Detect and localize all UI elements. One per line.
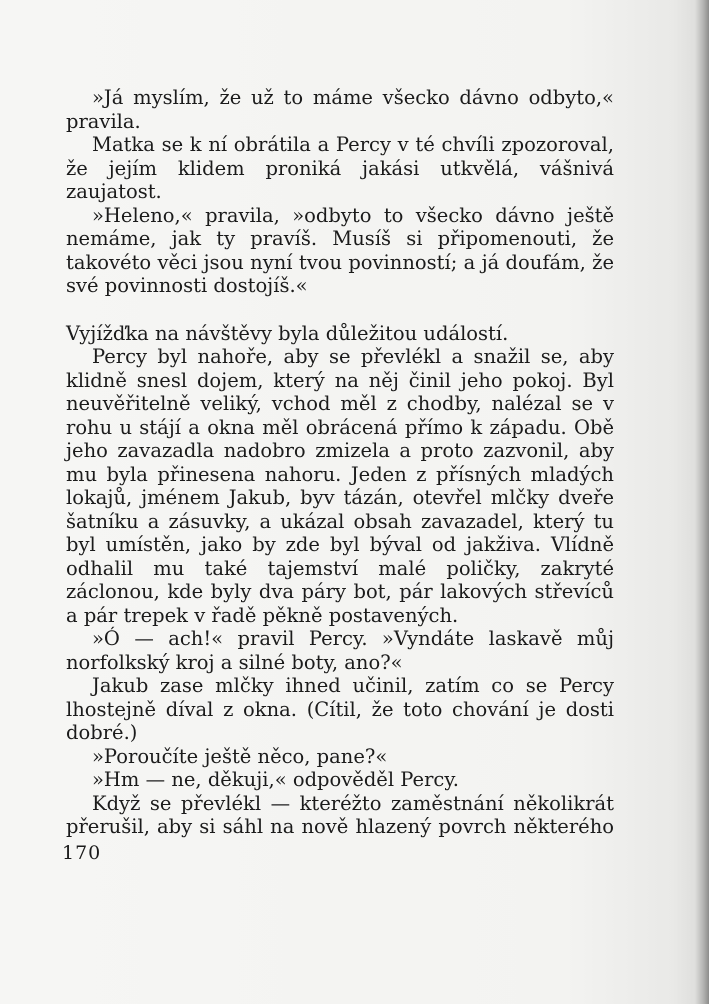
- paragraph: Matka se k ní obrátila a Percy v té chvíli zpozoroval, že jejím klidem proniká jakási utkvělá, vášnivá zaujatost.: [66, 133, 614, 203]
- paragraph: »Ó — ach!« pravil Percy. »Vyndáte laskavě můj norfolkský kroj a silné boty, ano?«: [66, 627, 614, 674]
- paragraph: Vyjížďka na návštěvy byla důležitou událostí.: [66, 321, 509, 345]
- paragraph: »Já myslím, že už to máme všecko dávno odbyto,« pravila.: [66, 86, 614, 133]
- paragraph: Percy byl nahoře, aby se převlékl a snažil se, aby klidně snesl dojem, který na něj činil jeho pokoj. Byl neuvěřitelně veliký, vchod měl z chodby, nalézal se v rohu u stájí a okna měl obrácená přímo k západu. Obě jeho zavazadla nadobro zmizela a proto zazvonil, aby mu byla přinesena nahoru. Jeden z přísných mladých lokajů, jménem Jakub, byv tázán, otevřel mlčky dveře šatníku a zásuvky, a ukázal obsah zavazadel, který tu byl umístěn, jako by zde byl býval od jakživa. Vlídně odhalil mu také tajemství malé poličky, zakryté záclonou, kde byly dva páry bot, pár lakových střevíců a pár trepek v řadě pěkně postavených.: [66, 345, 614, 627]
- paragraph: »Hm — ne, děkuji,« odpověděl Percy.: [92, 768, 459, 791]
- section-break: [66, 298, 614, 322]
- paragraph: »Heleno,« pravila, »odbyto to všecko dávno ještě nemáme, jak ty pravíš. Musíš si připomenouti, že takovéto věci jsou nyní tvou povinností; a já doufám, že své povinnosti dostojíš.«: [66, 203, 614, 297]
- paragraph: Jakub zase mlčky ihned učinil, zatím co se Percy lhostejně díval z okna. (Cítil, že toto chování je dosti dobré.): [66, 674, 614, 744]
- text-section-1: [66, 86, 614, 298]
- page-text: [66, 86, 614, 839]
- text-section-2: [66, 322, 614, 839]
- paragraph: »Poroučíte ještě něco, pane?«: [92, 744, 388, 768]
- page-number: 170: [62, 842, 102, 864]
- page-edge-shadow: [695, 0, 709, 1004]
- paragraph: Když se převlékl — kteréžto zaměstnání několikrát přerušil, aby si sáhl na nově hlazený povrch některého: [66, 791, 614, 838]
